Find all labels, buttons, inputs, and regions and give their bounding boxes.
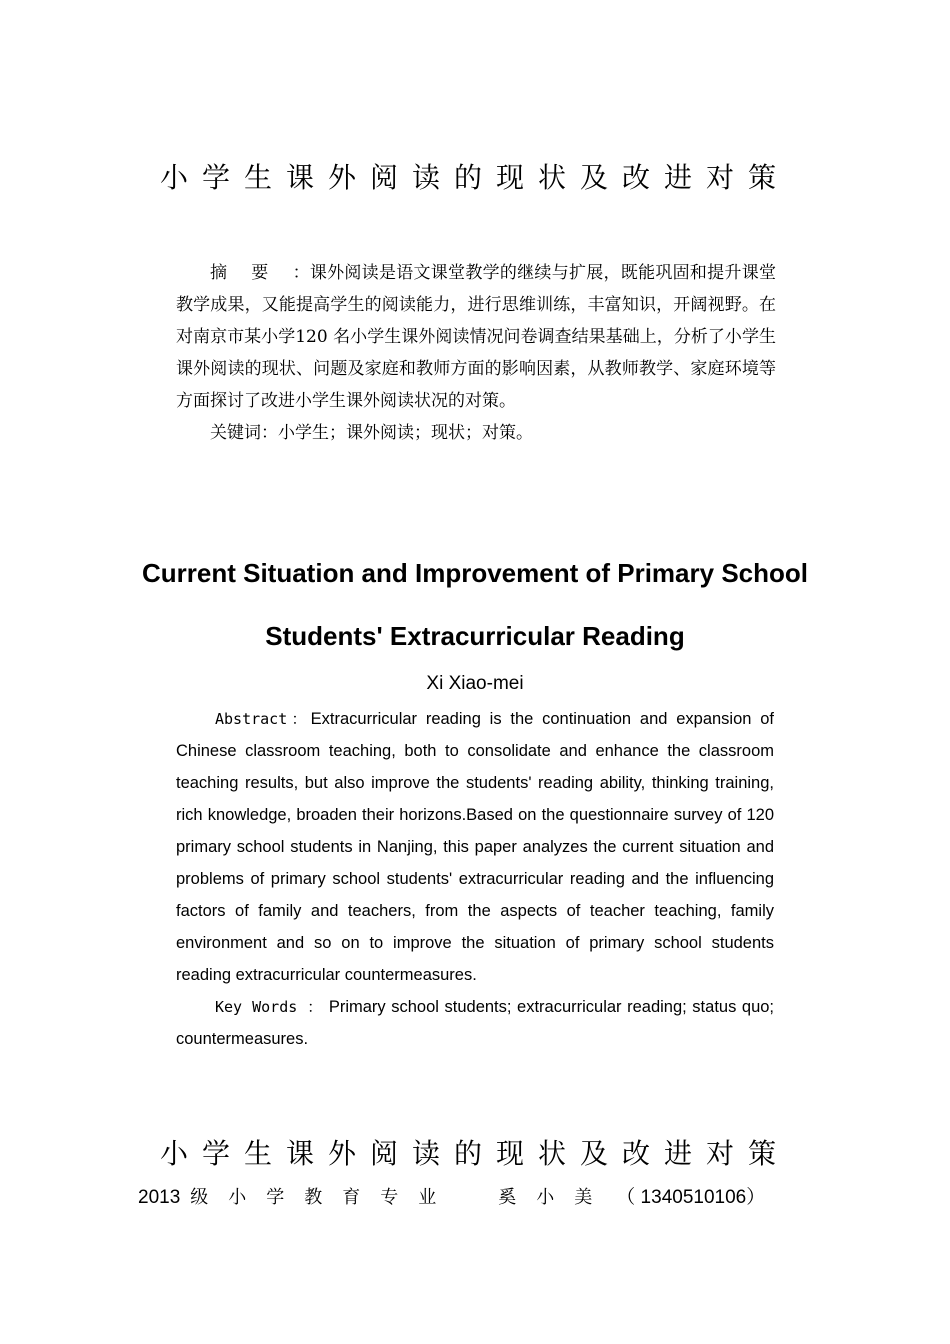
chinese-keywords-text: 小学生；课外阅读；现状；对策。 <box>278 423 533 443</box>
chinese-keywords-paragraph <box>176 417 776 449</box>
english-keywords-paragraph <box>176 991 774 1055</box>
chinese-title: 小学生课外阅读的现状及改进对策 <box>159 161 790 194</box>
chinese-abstract-text: 课外阅读是语文课堂教学的继续与扩展，既能巩固和提升课堂教学成果，又能提高学生的阅读能力，进行思维训练，丰富知识，开阔视野。在对南京市某小学120 名小学生课外阅读情况问卷调查结果基础上，分析了小学生课外阅读的现状、问题及家庭和教师方面的影响因素，从教师教学、家庭环境等方面探讨了改进小学生课外阅读状况的对策。 <box>176 263 777 411</box>
chinese-keywords-label: 关键词 <box>210 423 261 443</box>
english-title-line-2: Students' Extracurricular Reading <box>265 621 685 651</box>
english-abstract-label: Abstract： <box>215 710 311 728</box>
chinese-keywords-separator: ： <box>261 423 278 443</box>
byline-student-id: （ 1340510106） <box>616 1187 766 1208</box>
chinese-abstract-label: 摘要 <box>210 263 293 283</box>
chinese-abstract <box>176 257 776 449</box>
english-abstract-paragraph <box>176 703 774 991</box>
chinese-abstract-paragraph <box>176 257 776 417</box>
byline <box>138 1182 838 1209</box>
english-title-line-1: Current Situation and Improvement of Primary School <box>142 558 808 588</box>
byline-major: 级小学教育专业 <box>190 1187 457 1208</box>
english-keywords-label: Key Words ： <box>215 998 324 1016</box>
byline-author-name: 奚小美 <box>498 1187 613 1208</box>
chinese-abstract-separator: ： <box>292 263 310 283</box>
english-abstract-text: Extracurricular reading is the continuation and expansion of Chinese classroom teaching, both to consolidate and enhance the classroom teaching results, but also improve the students' reading ability, thinking training, rich knowledge, broaden their horizons.Based on the questionnaire survey of 120 primary school students in Nanjing, this paper analyzes the current situation and problems of primary school students' extracurricular reading and the influencing factors of family and teachers, from the aspects of teacher teaching, family environment and so on to improve the situation of primary school students reading extracurricular countermeasures. <box>176 710 774 984</box>
body-title: 小学生课外阅读的现状及改进对策 <box>159 1137 790 1170</box>
english-keywords-text: Primary school students; extracurricular reading; status quo; countermeasures. <box>176 998 775 1048</box>
english-abstract <box>176 703 774 1055</box>
byline-grade: 2013 <box>138 1187 181 1208</box>
english-author: Xi Xiao-mei <box>426 673 524 694</box>
